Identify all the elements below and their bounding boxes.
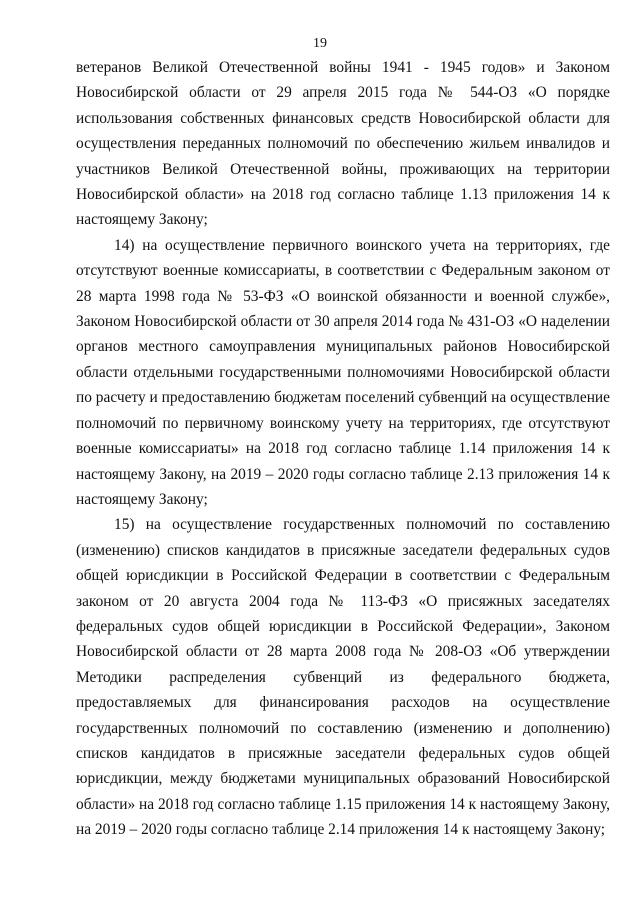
paragraph-continuation: ветеранов Великой Отечественной войны 1941 - 1945 годов» и Законом Новосибирской области от 29 апреля 2015 года № 544-ОЗ «О порядке использования собственных финансовых средств Новосибирской области для осуществления переданных полномочий по обеспечению жильем инвалидов и участников Великой Отечественной войны, проживающих на территории Новосибирской области» на 2018 год согласно таблице 1.13 приложения 14 к настоящему Закону; (76, 59, 610, 229)
document-body (76, 55, 610, 843)
paragraph-item-15: 15) на осуществление государственных полномочий по составлению (изменению) списков кандидатов в присяжные заседатели федеральных судов общей юрисдикции в Российской Федерации в соответствии с Федеральным законом от 20 августа 2004 года № 113-ФЗ «О присяжных заседателях федеральных судов общей юрисдикции в Российской Федерации», Законом Новосибирской области от 28 марта 2008 года № 208-ОЗ «Об утверждении Методики распределения субвенций из федерального бюджета, предоставляемых для финансирования расходов на осуществление государственных полномочий по составлению (изменению и дополнению) списков кандидатов в присяжные заседатели федеральных судов общей юрисдикции, между бюджетами муниципальных образований Новосибирской области» на 2018 год согласно таблице 1.15 приложения 14 к настоящему Закону, на 2019 – 2020 годы согласно таблице 2.14 приложения 14 к настоящему Закону; (76, 516, 610, 839)
paragraph-item-14: 14) на осуществление первичного воинского учета на территориях, где отсутствуют военные комиссариаты, в соответствии с Федеральным законом от 28 марта 1998 года № 53-ФЗ «О воинской обязанности и военной службе», Законом Новосибирской области от 30 апреля 2014 года № 431-ОЗ «О наделении органов местного самоуправления муниципальных районов Новосибирской области отдельными государственными полномочиями Новосибирской области по расчету и предоставлению бюджетам поселений субвенций на осуществление полномочий по первичному воинскому учету на территориях, где отсутствуют военные комиссариаты» на 2018 год согласно таблице 1.14 приложения 14 к настоящему Закону, на 2019 – 2020 годы согласно таблице 2.13 приложения 14 к настоящему Закону; (76, 236, 610, 508)
page-number: 19 (313, 36, 327, 51)
